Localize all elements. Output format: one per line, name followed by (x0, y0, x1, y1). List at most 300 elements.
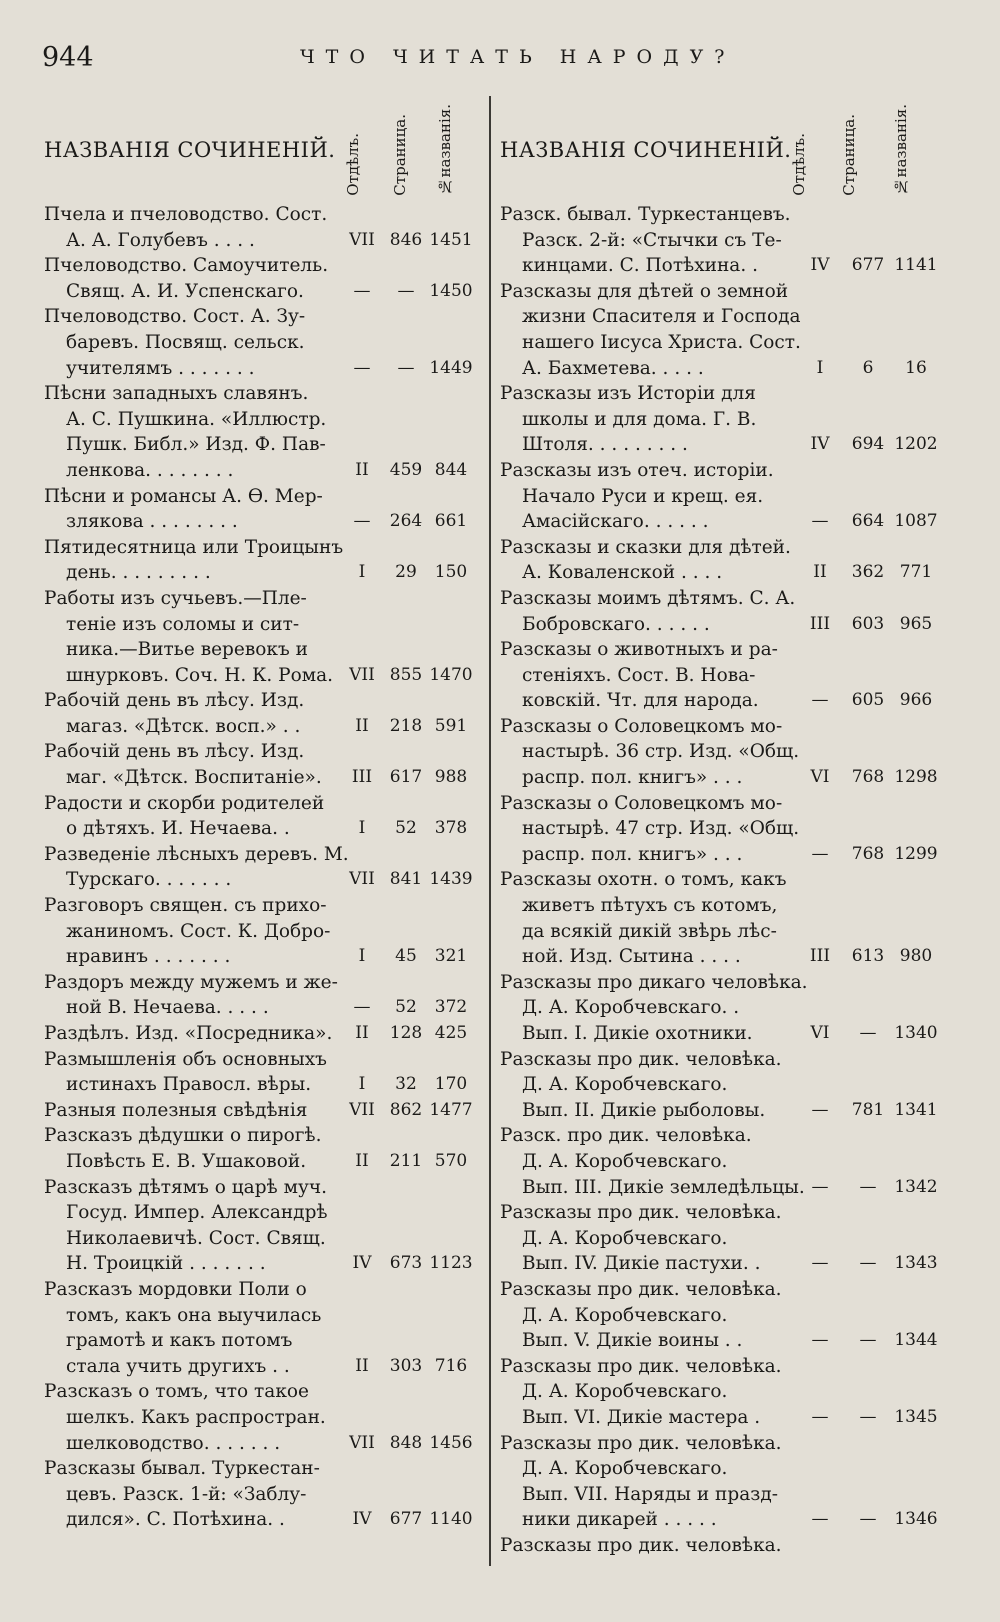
index-entry (500, 714, 940, 791)
entry-page: 617 (389, 767, 423, 788)
entry-title: Разсказы о животныхъ и ра- (500, 639, 778, 661)
entry-refs (344, 1149, 474, 1175)
entry-page: 211 (389, 1150, 423, 1171)
index-entry (500, 1431, 940, 1533)
page-col-label: Страница. (391, 114, 409, 196)
entry-title-continued: А. С. Пушкина. «Иллюстр. (66, 408, 327, 430)
section-col-label: Отдѣлъ. (790, 133, 808, 196)
entry-refs (800, 1175, 940, 1201)
entry-number: 965 (899, 613, 933, 634)
entry-refs (800, 944, 940, 970)
entry-title-continued: Вып. III. Дикіе земледѣльцы. (522, 1176, 805, 1198)
entry-refs (344, 663, 474, 689)
entry-page: 218 (389, 715, 423, 736)
entry-refs (344, 1431, 474, 1457)
entry-refs (800, 253, 940, 279)
entry-section: VII (349, 229, 375, 250)
entry-number: 16 (905, 357, 927, 378)
index-entry (500, 1200, 940, 1277)
entry-title-continued: злякова . . . . . . . . (66, 511, 238, 533)
entry-title-continued: нравинъ . . . . . . . (66, 946, 231, 968)
index-entry (44, 970, 474, 1021)
entry-number: 988 (434, 767, 468, 788)
entry-title: Разсказы про дик. человѣка. (500, 1048, 782, 1070)
index-column-right (500, 96, 940, 1558)
entry-title-continued: ной В. Нечаева. . . . . (66, 997, 269, 1019)
entry-title-continued: Разск. 2-й: «Стычки съ Те- (522, 229, 782, 251)
entry-refs (800, 1251, 940, 1277)
entry-section: VI (810, 767, 830, 788)
page-col-label: Страница. (840, 114, 858, 196)
entry-section: IV (352, 1509, 372, 1530)
entry-refs (800, 560, 940, 586)
entry-page: 459 (389, 459, 423, 480)
entry-number: 1141 (894, 255, 938, 276)
index-entry (500, 381, 940, 458)
entry-refs (344, 944, 474, 970)
entry-page: 664 (851, 511, 885, 532)
entry-page: — (859, 1406, 877, 1427)
entry-title-continued: Бобровскаго. . . . . . (522, 613, 710, 635)
entry-refs (800, 842, 940, 868)
entry-page: 862 (389, 1099, 423, 1120)
index-entry (500, 586, 940, 637)
index-entry (44, 1175, 474, 1277)
entry-page: 848 (389, 1432, 423, 1453)
section-col-label: Отдѣлъ. (344, 133, 362, 196)
entry-section: — (353, 280, 371, 301)
entry-title-continued: Николаевичѣ. Сост. Свящ. (66, 1227, 326, 1249)
entry-title-continued: грамотѣ и какъ потомъ (66, 1330, 293, 1352)
index-entry (44, 381, 474, 483)
entry-title: Пятидесятница или Троицынъ (44, 536, 344, 558)
entry-number: 1299 (894, 843, 938, 864)
entry-title: Рабочій день въ лѣсу. Изд. (44, 690, 305, 712)
entry-refs (344, 816, 474, 842)
entry-title: Разсказы про дик. человѣка. (500, 1355, 782, 1377)
entry-title: Разсказы о Соловецкомъ мо- (500, 715, 783, 737)
entry-page: 6 (862, 357, 874, 378)
index-entry (500, 1533, 940, 1559)
entry-title-continued: Вып. I. Дикіе охотники. (522, 1023, 753, 1044)
entry-title-continued: Вып. VI. Дикіе мастера . (522, 1406, 761, 1428)
entry-title: Разсказы моимъ дѣтямъ. С. А. (500, 587, 796, 609)
entry-title-continued: школы и для дома. Г. В. (522, 408, 757, 430)
entry-page: 128 (389, 1023, 423, 1043)
entry-page: 603 (851, 613, 885, 634)
entry-page: 362 (851, 562, 885, 583)
entry-page: — (397, 280, 415, 301)
entry-page: 605 (851, 690, 885, 711)
entry-page: 677 (389, 1509, 423, 1530)
entry-page: 768 (851, 767, 885, 788)
number-col-label: №названія. (892, 104, 910, 196)
entry-refs (800, 1328, 940, 1354)
entry-number: 1470 (429, 664, 473, 685)
index-entry (44, 791, 474, 842)
entry-page: 52 (395, 997, 417, 1018)
entry-title-continued: ковскій. Чт. для народа. (522, 690, 759, 712)
entry-section: III (809, 946, 831, 967)
entry-title-continued: нашего Іисуса Христа. Сост. (522, 331, 801, 353)
index-entry (44, 1047, 474, 1098)
entry-section: — (353, 357, 371, 378)
entry-section: VII (349, 1099, 375, 1120)
entry-page: 613 (851, 946, 885, 967)
index-entry (44, 253, 474, 304)
entry-title: Радости и скорби родителей (44, 792, 325, 814)
index-entry (44, 1098, 474, 1124)
entry-number: 844 (434, 459, 468, 480)
column-header (500, 96, 940, 202)
entry-section: — (811, 1253, 829, 1274)
entry-number: 1449 (429, 357, 473, 378)
entry-title: Разсказы про дик. человѣка. (500, 1534, 782, 1556)
entry-number: 1298 (894, 767, 938, 788)
entry-title-continued: Вып. IV. Дикіе пастухи. . (522, 1253, 761, 1275)
entry-title: Пчеловодство. Самоучитель. (44, 255, 329, 277)
index-entry (500, 1123, 940, 1200)
page-number: 944 (42, 42, 94, 73)
entry-section: — (811, 1099, 829, 1120)
entry-title-continued: Вып. V. Дикіе воины . . (522, 1330, 743, 1352)
entry-title: Раздѣлъ. Изд. «Посредника». (44, 1023, 333, 1044)
entry-section: IV (810, 434, 830, 455)
entry-number: 1202 (894, 434, 938, 455)
entry-title: Разсказы про дикаго человѣка. (500, 971, 808, 993)
entry-title-continued: истинахъ Правосл. вѣры. (66, 1074, 312, 1096)
index-entry (44, 484, 474, 535)
entry-title: Разговоръ священ. съ прихо- (44, 895, 327, 917)
entry-title-continued: дился». С. Потѣхина. . (66, 1509, 285, 1531)
index-entry (500, 1354, 940, 1431)
entry-section: II (355, 1150, 369, 1171)
entry-title-continued: день. . . . . . . . . (66, 562, 211, 584)
index-entry (44, 586, 474, 688)
index-entry (44, 1456, 474, 1533)
entry-title-continued: баревъ. Посвящ. сельск. (66, 331, 305, 353)
entry-title: Разсказы о Соловецкомъ мо- (500, 792, 783, 814)
entry-page: — (859, 1330, 877, 1351)
entry-page: 264 (389, 511, 423, 532)
running-head: ЧТО ЧИТАТЬ НАРОДУ? (300, 46, 736, 68)
entry-refs (344, 1251, 474, 1277)
entry-title: Разсказы и сказки для дѣтей. (500, 536, 791, 558)
entry-section: III (809, 613, 831, 634)
entry-refs (344, 867, 474, 893)
entry-refs (800, 612, 940, 638)
entry-section: II (355, 1023, 369, 1043)
entry-title-continued: шнурковъ. Соч. Н. К. Рома. (66, 664, 334, 686)
entry-title-continued: Н. Троицкій . . . . . . . (66, 1253, 266, 1275)
entry-page: — (859, 1509, 877, 1530)
entry-section: — (811, 1176, 829, 1197)
entry-title-continued: ной. Изд. Сытина . . . . (522, 946, 741, 968)
entry-title: Разсказъ дѣдушки о пирогѣ. (44, 1125, 322, 1147)
entry-title: Разсказъ мордовки Поли о (44, 1278, 307, 1300)
entry-refs (344, 228, 474, 254)
entry-title: Рабочій день въ лѣсу. Изд. (44, 741, 305, 763)
entry-refs (344, 1021, 474, 1047)
entry-list (500, 202, 940, 1558)
entry-title: Разсказы для дѣтей о земной (500, 280, 789, 302)
entry-number: 1477 (429, 1099, 473, 1120)
entry-title: Разныя полезныя свѣдѣнія (44, 1099, 308, 1121)
entry-title-continued: жаниномъ. Сост. К. Добро- (66, 920, 331, 942)
entry-title: Разсказы про дик. человѣка. (500, 1202, 782, 1224)
entry-number: 1342 (894, 1176, 938, 1197)
index-entry (44, 739, 474, 790)
entry-section: — (811, 511, 829, 532)
entry-title-continued: да всякій дикій звѣрь лѣс- (522, 920, 777, 942)
entry-number: 1345 (894, 1406, 938, 1427)
entry-number: 771 (899, 562, 933, 583)
entry-number: 1340 (894, 1023, 938, 1043)
entry-title-continued: Д. А. Коробчевскаго. (522, 1074, 728, 1096)
entry-refs (344, 1098, 474, 1124)
entry-title-continued: А. Коваленской . . . . (522, 562, 723, 584)
entry-number: 1087 (894, 511, 938, 532)
entry-page: — (859, 1253, 877, 1274)
entry-title: Размышленія объ основныхъ (44, 1048, 327, 1070)
index-entry (500, 791, 940, 868)
index-entry (500, 458, 940, 535)
entry-page: 45 (395, 946, 417, 967)
entry-title: Пѣсни и романсы А. Ѳ. Мер- (44, 485, 323, 507)
entry-title-continued: Турскаго. . . . . . . (66, 869, 232, 891)
entry-number: 1341 (894, 1099, 938, 1120)
entry-title: Разсказъ о томъ, что такое (44, 1381, 309, 1403)
entry-refs (344, 356, 474, 382)
entry-title-continued: Д. А. Коробчевскаго. . (522, 997, 740, 1019)
entry-title-continued: стала учить другихъ . . (66, 1355, 290, 1377)
entry-page: 52 (395, 818, 417, 839)
entry-number: 1343 (894, 1253, 938, 1274)
entry-title: Работы изъ сучьевъ.—Пле- (44, 587, 307, 609)
entry-page: — (397, 357, 415, 378)
entry-section: — (353, 997, 371, 1018)
entry-section: IV (352, 1253, 372, 1274)
entry-title: Разсказы про дик. человѣка. (500, 1278, 782, 1300)
entry-page: — (859, 1023, 877, 1043)
number-col-label: №названія. (436, 104, 454, 196)
entry-title-continued: А. Бахметева. . . . . (522, 357, 704, 379)
entry-title-continued: Начало Руси и крещ. ея. (522, 485, 764, 507)
entry-title-continued: томъ, какъ она выучилась (66, 1304, 322, 1326)
entry-refs (800, 432, 940, 458)
entry-title-continued: А. А. Голубевъ . . . . (66, 229, 255, 251)
entry-page: 846 (389, 229, 423, 250)
column-header (44, 96, 474, 202)
entry-refs (800, 1021, 940, 1047)
entry-title-continued: Д. А. Коробчевскаго. (522, 1227, 728, 1249)
entry-refs (800, 1533, 940, 1559)
entry-title-continued: ники дикарей . . . . . (522, 1509, 717, 1531)
entry-page: 677 (851, 255, 885, 276)
index-entry (44, 535, 474, 586)
entry-refs (344, 714, 474, 740)
entry-page: 673 (389, 1253, 423, 1274)
entry-section: — (811, 843, 829, 864)
entry-number: 425 (434, 1023, 468, 1043)
entry-page: 841 (389, 869, 423, 890)
entry-title-continued: Свящ. А. И. Успенскаго. (66, 280, 304, 302)
entry-title: Разсказы охотн. о томъ, какъ (500, 869, 787, 891)
entry-title-continued: Амасійскаго. . . . . . (522, 511, 709, 533)
index-entry (44, 1021, 474, 1047)
entry-section: II (813, 562, 827, 583)
index-entry (44, 1277, 474, 1379)
entry-number: 372 (434, 997, 468, 1018)
entry-section: IV (810, 255, 830, 276)
entry-section: — (811, 1330, 829, 1351)
entry-number: 1439 (429, 869, 473, 890)
entry-title: Разсказы бывал. Туркестан- (44, 1458, 320, 1480)
entry-refs (800, 688, 940, 714)
entry-title: Пчела и пчеловодство. Сост. (44, 204, 328, 225)
entry-title-continued: Вып. VII. Наряды и празд- (522, 1483, 778, 1505)
entry-refs (800, 1098, 940, 1124)
entry-section: VI (810, 1023, 830, 1043)
entry-title: Разсказы изъ отеч. исторіи. (500, 459, 774, 481)
entry-title-continued: живетъ пѣтухъ съ котомъ, (522, 895, 778, 917)
index-entry (500, 535, 940, 586)
index-entry (44, 304, 474, 381)
column-divider (489, 96, 491, 1566)
entry-number: 1344 (894, 1330, 938, 1351)
entry-title: Разсказъ дѣтямъ о царѣ муч. (44, 1176, 327, 1198)
entry-title: Разск. про дик. человѣка. (500, 1125, 752, 1147)
entry-title: Раздоръ между мужемъ и же- (44, 971, 338, 993)
entry-number: 716 (434, 1355, 468, 1376)
entry-number: 1451 (429, 229, 473, 250)
index-entry (44, 688, 474, 739)
entry-number: 1140 (429, 1509, 473, 1530)
index-entry (500, 279, 940, 381)
entry-title-continued: настырѣ. 36 стр. Изд. «Общ. (522, 741, 800, 763)
entry-page: — (859, 1176, 877, 1197)
entry-section: VII (349, 869, 375, 890)
index-entry (500, 202, 940, 279)
entry-title-continued: распр. пол. книгъ» . . . (522, 843, 743, 865)
entry-section: II (355, 715, 369, 736)
entry-section: — (353, 511, 371, 532)
entry-list (44, 202, 474, 1533)
index-entry (500, 970, 940, 1047)
index-column-left (44, 96, 474, 1533)
entry-section: I (358, 1074, 366, 1095)
entry-number: 966 (899, 690, 933, 711)
entry-title-continued: жизни Спасителя и Господа (522, 306, 801, 328)
index-entry (500, 867, 940, 969)
entry-title-continued: Повѣсть Е. В. Ушаковой. (66, 1150, 307, 1172)
entry-section: II (355, 1355, 369, 1376)
index-entry (44, 893, 474, 970)
entry-refs (344, 560, 474, 586)
entry-refs (800, 1405, 940, 1431)
entry-section: — (811, 1406, 829, 1427)
entry-refs (800, 509, 940, 535)
entry-title-continued: шелкъ. Какъ распростран. (66, 1406, 326, 1428)
entry-number: 321 (434, 946, 468, 967)
entry-title-continued: шелководство. . . . . . . (66, 1432, 281, 1454)
entry-refs (800, 1507, 940, 1533)
index-entry (44, 842, 474, 893)
entry-page: 303 (389, 1355, 423, 1376)
entry-title-continued: распр. пол. книгъ» . . . (522, 767, 743, 789)
entry-section: I (816, 357, 824, 378)
entry-title: Разсказы изъ Исторіи для (500, 383, 756, 405)
entry-number: 980 (899, 946, 933, 967)
entry-refs (800, 356, 940, 382)
entry-title-continued: маг. «Дѣтск. Воспитаніе». (66, 767, 322, 789)
index-entry (500, 1047, 940, 1124)
entry-title-continued: кинцами. С. Потѣхина. . (522, 255, 758, 277)
entry-section: VII (349, 1432, 375, 1453)
entry-refs (344, 1354, 474, 1380)
entry-refs (344, 765, 474, 791)
entry-number: 1123 (429, 1253, 473, 1274)
entry-title-continued: Д. А. Коробчевскаго. (522, 1458, 728, 1480)
entry-page: 29 (395, 562, 417, 583)
entry-title: Пчеловодство. Сост. А. Зу- (44, 306, 306, 328)
entry-number: 1456 (429, 1432, 473, 1453)
entry-section: — (811, 1509, 829, 1530)
entry-title-continued: настырѣ. 47 стр. Изд. «Общ. (522, 818, 800, 840)
entry-title-continued: теніе изъ соломы и сит- (66, 613, 300, 635)
entry-section: VII (349, 664, 375, 685)
entry-number: 150 (434, 562, 468, 583)
entry-title-continued: Штоля. . . . . . . . . (522, 434, 688, 456)
entry-refs (344, 995, 474, 1021)
entry-title-continued: учителямъ . . . . . . . (66, 357, 255, 379)
entry-number: 591 (434, 715, 468, 736)
entry-title: Пѣсни западныхъ славянъ. (44, 383, 309, 405)
entry-number: 170 (434, 1074, 468, 1095)
entry-title-continued: магаз. «Дѣтск. восп.» . . (66, 715, 301, 737)
entry-title: Разсказы про дик. человѣка. (500, 1432, 782, 1454)
entry-number: 1450 (429, 280, 473, 301)
index-entry (500, 1277, 940, 1354)
entry-page: 768 (851, 843, 885, 864)
index-entry (44, 202, 474, 253)
entry-refs (344, 279, 474, 305)
entry-title-continued: цевъ. Разск. 1-й: «Заблу- (66, 1483, 307, 1505)
entry-number: 661 (434, 511, 468, 532)
entry-section: — (811, 690, 829, 711)
entry-page: 32 (395, 1074, 417, 1095)
entry-title-continued: стеніяхъ. Сост. В. Нова- (522, 664, 756, 686)
entry-title: Разведеніе лѣсныхъ деревъ. М. (44, 843, 349, 865)
entry-number: 378 (434, 818, 468, 839)
entry-section: I (358, 562, 366, 583)
entry-number: 570 (434, 1150, 468, 1171)
entry-title-continued: Вып. II. Дикіе рыболовы. (522, 1099, 766, 1121)
entry-title-continued: ника.—Витье веревокъ и (66, 639, 308, 661)
entry-title-continued: Д. А. Коробчевскаго. (522, 1150, 728, 1172)
entry-page: 855 (389, 664, 423, 685)
entry-title-continued: Д. А. Коробчевскаго. (522, 1381, 728, 1403)
index-entry (44, 1379, 474, 1456)
entry-number: 1346 (894, 1509, 938, 1530)
entry-refs (344, 1507, 474, 1533)
column-heading: НАЗВАНІЯ СОЧИНЕНІЙ. (44, 138, 336, 162)
entry-refs (344, 509, 474, 535)
index-entry (44, 1123, 474, 1174)
entry-section: II (355, 459, 369, 480)
entry-page: 694 (851, 434, 885, 455)
entry-title-continued: ленкова. . . . . . . . (66, 459, 234, 481)
